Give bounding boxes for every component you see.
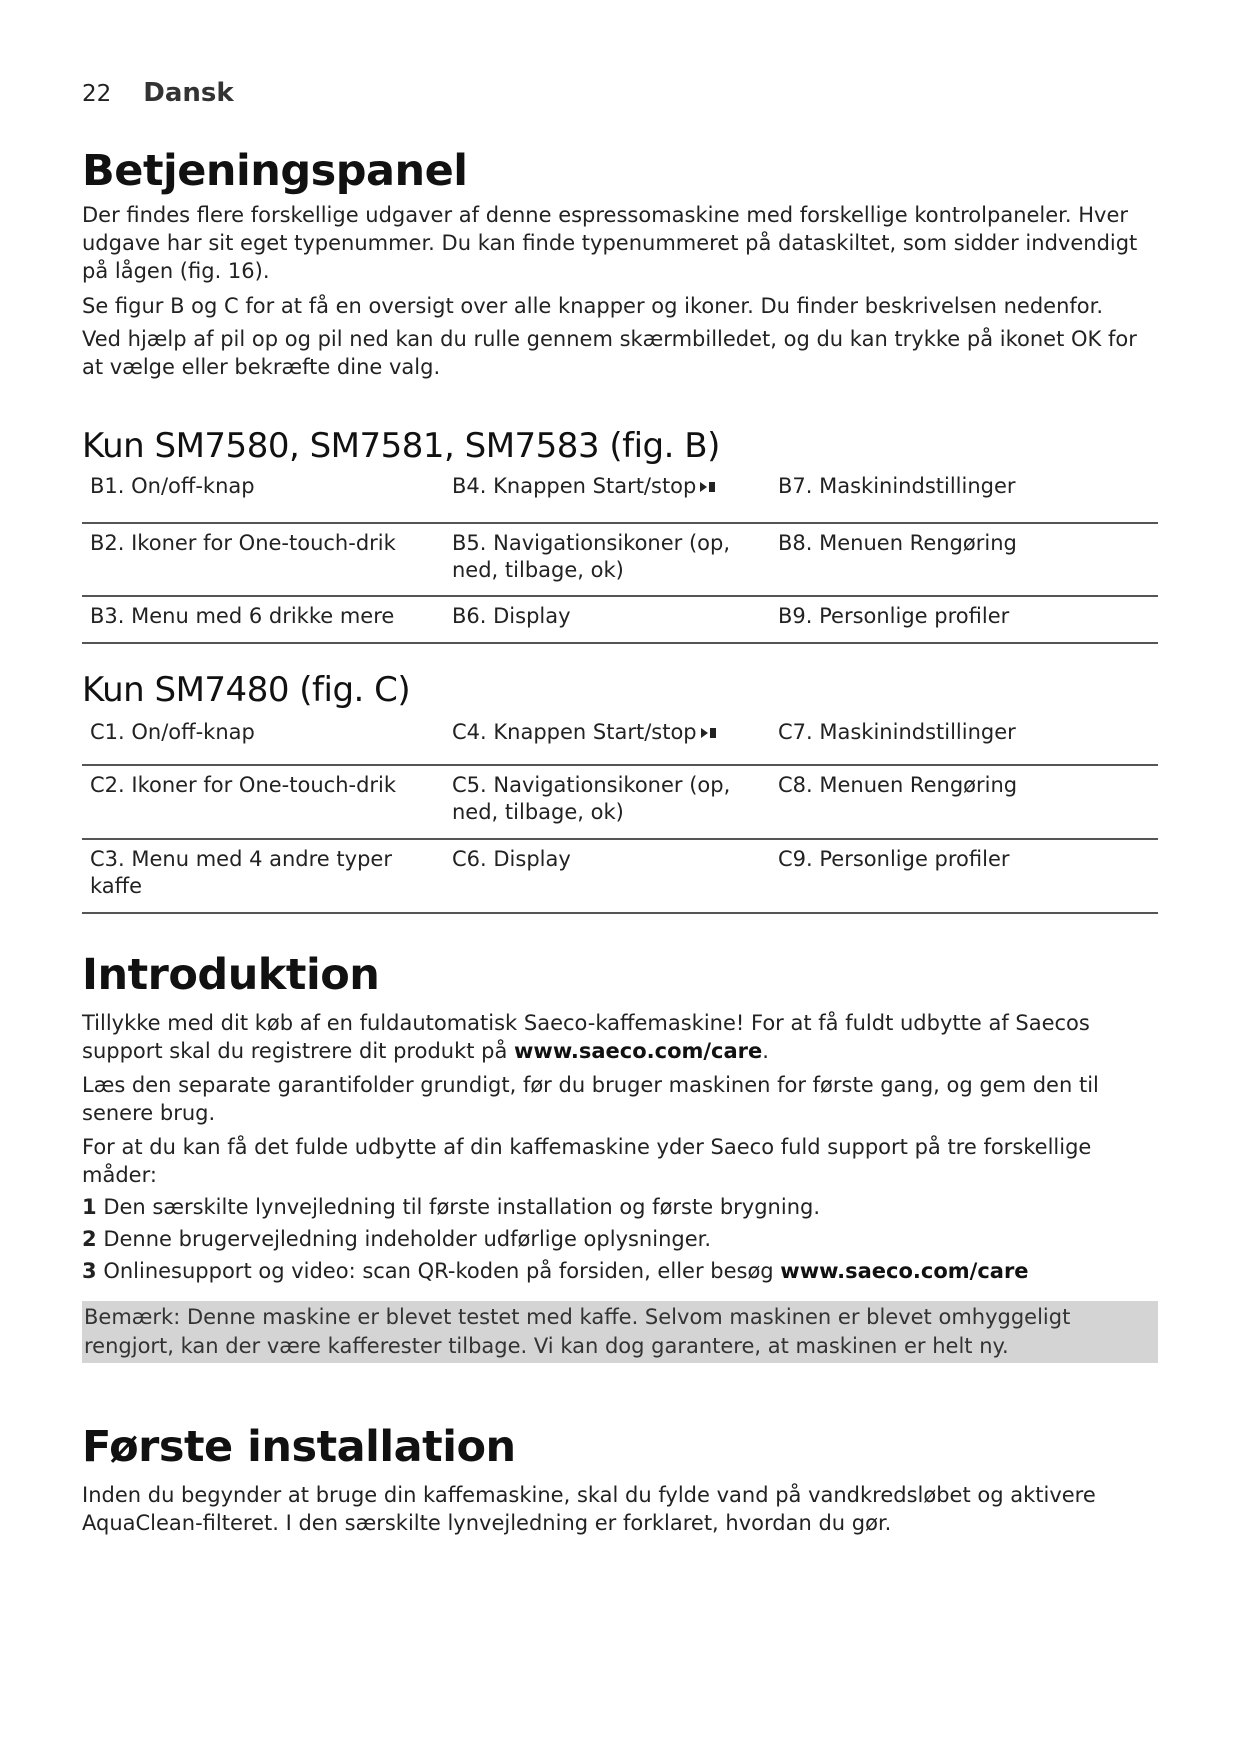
- page-number: 22: [82, 81, 112, 107]
- heading-fig-c: Kun SM7480 (fig. C): [82, 670, 411, 710]
- paragraph-text: Tillykke med dit køb af en fuldautomatisk Saeco-kaffemaskine! For at få fuldt udbytte af Saecos support skal du registrere dit produkt på: [82, 1011, 1090, 1064]
- paragraph: Inden du begynder at bruge din kaffemaskine, skal du fylde vand på vandkredsløbet og aktivere AquaClean-filteret. I den særskilte lynvejledning er forklaret, hvordan du gør.: [82, 1483, 1096, 1536]
- note-box: Bemærk: Denne maskine er blevet testet med kaffe. Selvom maskinen er blevet omhyggeligt rengjort, kan der være kafferester tilbage. Vi kan dog garantere, at maskinen er helt ny.: [82, 1301, 1158, 1363]
- list-number: 2: [82, 1227, 97, 1252]
- table-cell: B5. Navigationsikoner (op, ned, tilbage, ok): [452, 531, 731, 583]
- table-row: [82, 523, 1158, 596]
- paragraph: Der findes flere forskellige udgaver af denne espressomaskine med forskellige kontrolpaneler. Hver udgave har sit eget typenummer. Du kan finde typenummeret på dataskiltet, som sidder indvendigt på lågen (fig. 16).: [82, 203, 1138, 284]
- table-row: [82, 719, 1158, 765]
- language-label: Dansk: [143, 78, 234, 108]
- list-item: [82, 1225, 1158, 1253]
- table-row: [82, 596, 1158, 643]
- table-cell: [444, 473, 770, 523]
- table-row: [82, 839, 1158, 913]
- paragraph: Se figur B og C for at få en oversigt over alle knapper og ikoner. Du finder beskrivelsen nedenfor.: [82, 294, 1104, 319]
- heading-introduktion: Introduktion: [82, 950, 380, 1000]
- table-cell: B7. Maskinindstillinger: [778, 474, 1016, 499]
- link-saeco-care[interactable]: www.saeco.com/care: [780, 1259, 1029, 1284]
- table-cell: C8. Menuen Rengøring: [778, 773, 1018, 798]
- spec-table-c: [82, 719, 1158, 914]
- table-cell: [444, 719, 770, 765]
- table-cell: B9. Personlige profiler: [778, 604, 1010, 629]
- paragraph: For at du kan få det fulde udbytte af din kaffemaskine yder Saeco fuld support på tre forskellige måder:: [82, 1135, 1092, 1188]
- table-cell: C7. Maskinindstillinger: [778, 720, 1016, 745]
- table-cell-text: C4. Knappen Start/stop: [452, 720, 697, 745]
- table-cell: B6. Display: [452, 604, 571, 629]
- paragraph: [82, 1009, 1158, 1065]
- table-cell: C2. Ikoner for One-touch-drik: [90, 773, 397, 798]
- table-cell-text: B4. Knappen Start/stop: [452, 474, 697, 499]
- section-betjeningspanel: [82, 148, 1158, 381]
- list-item: [82, 1193, 1158, 1221]
- section-foerste-installation: [82, 1424, 1158, 1537]
- paragraph: Læs den separate garantifolder grundigt, før du bruger maskinen for første gang, og gem den til senere brug.: [82, 1073, 1099, 1126]
- table-cell: C9. Personlige profiler: [778, 847, 1010, 872]
- section-introduktion: [82, 952, 1158, 1363]
- table-cell: C6. Display: [452, 847, 571, 872]
- table-row: [82, 765, 1158, 839]
- list-item: [82, 1257, 1158, 1285]
- list-text: Den særskilte lynvejledning til første installation og første brygning.: [103, 1195, 821, 1220]
- list-number: 1: [82, 1195, 97, 1220]
- play-pause-icon: [701, 726, 717, 740]
- list-number: 3: [82, 1259, 97, 1284]
- table-row: [82, 473, 1158, 523]
- heading-betjeningspanel: Betjeningspanel: [82, 146, 468, 196]
- table-cell: B1. On/off-knap: [90, 474, 255, 499]
- paragraph: Ved hjælp af pil op og pil ned kan du rulle gennem skærmbilledet, og du kan trykke på ikonet OK for at vælge eller bekræfte dine valg.: [82, 327, 1137, 380]
- table-cell: C5. Navigationsikoner (op, ned, tilbage, ok): [452, 773, 731, 825]
- play-pause-icon: [700, 480, 716, 494]
- heading-foerste-installation: Første installation: [82, 1422, 516, 1472]
- table-cell: B8. Menuen Rengøring: [778, 531, 1017, 556]
- list-text: Denne brugervejledning indeholder udførlige oplysninger.: [103, 1227, 712, 1252]
- table-cell: B3. Menu med 6 drikke mere: [90, 604, 395, 629]
- table-cell: C1. On/off-knap: [90, 720, 255, 745]
- section-fig-c: [82, 672, 1158, 914]
- table-cell: C3. Menu med 4 andre typer kaffe: [90, 847, 392, 899]
- section-fig-b: [82, 428, 1158, 644]
- link-saeco-care[interactable]: www.saeco.com/care: [514, 1039, 763, 1064]
- spec-table-b: [82, 473, 1158, 644]
- list-text: Onlinesupport og video: scan QR-koden på forsiden, eller besøg: [103, 1259, 781, 1284]
- table-cell: B2. Ikoner for One-touch-drik: [90, 531, 396, 556]
- page-header: [82, 78, 234, 108]
- heading-fig-b: Kun SM7580, SM7581, SM7583 (fig. B): [82, 426, 720, 466]
- paragraph-end: .: [762, 1039, 769, 1064]
